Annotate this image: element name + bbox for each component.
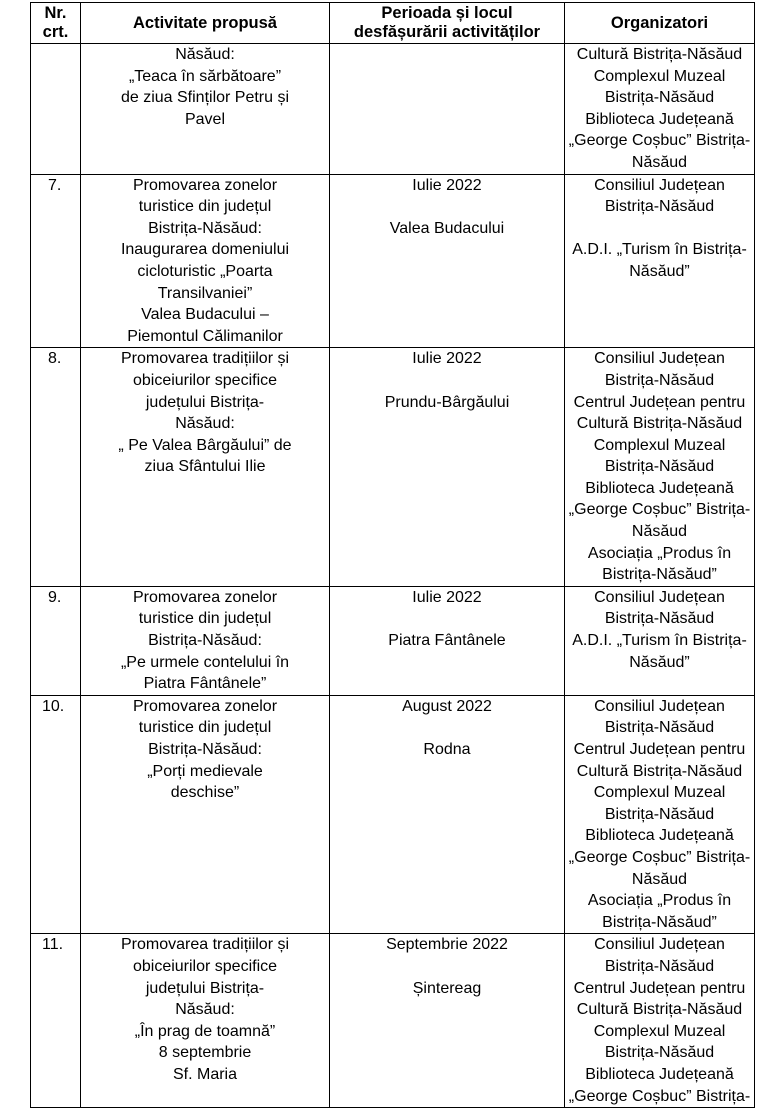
period-place: Prundu-Bârgăului [384,393,510,411]
cell-organizers [565,348,755,587]
activity-line: Valea Budacului – [141,306,269,324]
row-number: 11. [42,936,64,954]
organizer-line: Biblioteca Județeană [585,110,734,128]
cell-nr [31,586,81,695]
period-date: Iulie 2022 [412,350,482,368]
organizer-line: Complexul Muzeal [593,67,726,85]
organizer-line: Năsăud” [629,262,690,280]
activity-line: Promovarea zonelor [132,176,278,194]
cell-activity [81,174,330,348]
activity-line: turistice din județul [138,610,272,628]
organizer-line: Cultură Bistrița-Năsăud [576,46,743,63]
table-row [31,934,755,1108]
activity-line: „Porți medievale [147,762,263,780]
cell-activity [81,44,330,175]
activity-line: 8 septembrie [158,1044,252,1062]
cell-period [330,586,565,695]
table-header-row [31,3,755,44]
organizer-line: Bistrița-Năsăud [604,719,715,737]
organizer-line: Consiliul Județean [594,350,725,368]
activity-line: Transilvaniei” [157,284,253,302]
header-period-line: Perioada și locul [381,4,513,22]
cell-period [330,695,565,934]
organizer-line: „George Coșbuc” Bistrița- [568,1087,751,1105]
table-row [31,695,755,934]
row-number: 9. [48,588,62,606]
activity-line: județului Bistrița- [145,393,265,411]
activity-line: Inaugurarea domeniului [120,241,290,259]
organizer-line: Bistrița-Năsăud [604,458,715,476]
organizer-line: Consiliul Județean [594,936,725,954]
table-row [31,44,755,175]
activity-line: deschise” [170,784,240,802]
activity-line: județului Bistrița- [145,979,265,997]
activity-line: „În prag de toamnă” [134,1022,276,1040]
organizer-line: Biblioteca Județeană [585,1065,734,1083]
organizer-line: Biblioteca Județeană [585,827,734,845]
row-number: 10. [42,697,65,715]
table-body [31,44,755,1108]
period-place: Valea Budacului [389,219,505,237]
activity-line: obiceiurilor specifice [132,957,278,975]
activity-line: obiceiurilor specifice [132,371,278,389]
activity-line: Sf. Maria [172,1065,237,1083]
activity-line: Promovarea tradițiilor și [120,936,290,954]
organizer-line: Cultură Bistrița-Năsăud [576,1001,743,1019]
activity-line: Piatra Fântânele” [143,675,267,693]
organizer-line: Bistrița-Năsăud [604,610,715,628]
header-activity-line: Activitate propusă [133,13,277,32]
activity-line: Pavel [184,110,226,128]
header-organizers-line: Organizatori [610,13,709,32]
cell-organizers [565,586,755,695]
organizer-line: Bistrița-Năsăud [604,198,715,216]
cell-period [330,348,565,587]
activity-line: cicloturistic „Poarta [137,262,273,280]
header-nr [31,3,81,44]
cell-period [330,934,565,1108]
organizer-line: Asociația „Produs în [587,892,732,910]
activity-line: Bistrița-Năsăud: [148,219,262,237]
activity-line: Năsăud: [175,1001,235,1019]
period-place: Șintereag [412,979,482,997]
organizer-line: Năsăud [631,153,688,171]
row-number: 7. [48,176,62,194]
cell-organizers [565,934,755,1108]
organizer-line: Consiliul Județean [594,588,725,606]
activity-line: Bistrița-Năsăud: [148,632,262,650]
period-date: Iulie 2022 [412,588,482,606]
activity-line: de ziua Sfinților Petru și [120,89,290,107]
organizer-line: Bistrița-Năsăud [604,805,715,823]
period-date: August 2022 [402,697,492,715]
organizer-line: Complexul Muzeal [593,436,726,454]
period-date: Septembrie 2022 [386,936,508,954]
cell-activity [81,695,330,934]
header-organizers [565,3,755,44]
header-period-line: desfășurării activităților [353,23,541,41]
organizer-line: „George Coșbuc” Bistrița- [568,501,751,519]
cell-organizers [565,695,755,934]
organizer-line: Asociația „Produs în [587,544,732,562]
organizer-line: Năsăud” [629,653,690,671]
organizer-line: Bistrița-Năsăud [604,89,715,107]
activity-line: Promovarea tradițiilor și [120,350,290,368]
organizer-line: Bistrița-Năsăud [604,1044,715,1062]
header-period [330,3,565,44]
organizer-line: Complexul Muzeal [593,784,726,802]
row-number: 8. [48,350,62,368]
activity-line: Năsăud: [175,415,235,433]
activity-line: Promovarea zonelor [132,697,278,715]
cell-nr [31,44,81,175]
header-activity [81,3,330,44]
organizer-line: Complexul Muzeal [593,1022,726,1040]
activities-table [30,2,755,1108]
cell-activity [81,586,330,695]
cell-activity [81,934,330,1108]
table-row [31,348,755,587]
organizer-line: Biblioteca Județeană [585,479,734,497]
activity-line: Promovarea zonelor [132,588,278,606]
activity-line: „Pe urmele contelului în [120,653,290,671]
organizer-line: Cultură Bistrița-Năsăud [576,762,743,780]
organizer-line: Consiliul Județean [594,176,725,194]
organizer-line: A.D.I. „Turism în Bistrița- [572,632,747,650]
organizer-line: Cultură Bistrița-Năsăud [576,415,743,433]
activity-line: „Teaca în sărbătoare” [128,67,282,85]
cell-nr [31,934,81,1108]
organizer-line: Bistrița-Năsăud [604,957,715,975]
organizer-line: Năsăud [631,523,688,541]
cell-period [330,174,565,348]
organizer-line: „George Coșbuc” Bistrița- [568,132,751,150]
header-nr-line: crt. [42,23,69,41]
period-place: Rodna [423,741,471,758]
period-place: Piatra Fântânele [388,632,506,650]
activity-line: turistice din județul [138,719,272,737]
organizer-line: A.D.I. „Turism în Bistrița- [572,241,747,259]
organizer-line: Centrul Județean pentru [573,741,746,758]
cell-nr [31,695,81,934]
organizer-line: Centrul Județean pentru [573,393,746,411]
header-nr-line: Nr. [44,4,67,22]
activity-line: Bistrița-Năsăud: [148,741,262,758]
activity-line: „ Pe Valea Bârgăului” de [118,436,292,454]
organizer-line: Centrul Județean pentru [573,979,746,997]
organizer-line: Bistrița-Năsăud [604,371,715,389]
cell-organizers [565,174,755,348]
cell-period [330,44,565,175]
organizer-line: Năsăud [631,870,688,888]
period-date: Iulie 2022 [412,176,482,194]
organizer-line: Bistrița-Năsăud” [602,913,717,931]
activity-line: Năsăud: [175,46,235,63]
activity-line: ziua Sfântului Ilie [144,458,266,476]
table-row [31,586,755,695]
activity-line: Piemontul Călimanilor [127,327,283,345]
organizer-line: „George Coșbuc” Bistrița- [568,848,751,866]
table-row [31,174,755,348]
cell-activity [81,348,330,587]
activity-line: turistice din județul [138,198,272,216]
organizer-line: Bistrița-Năsăud” [602,566,717,584]
organizer-line: Consiliul Județean [594,697,725,715]
cell-nr [31,348,81,587]
cell-organizers [565,44,755,175]
cell-nr [31,174,81,348]
